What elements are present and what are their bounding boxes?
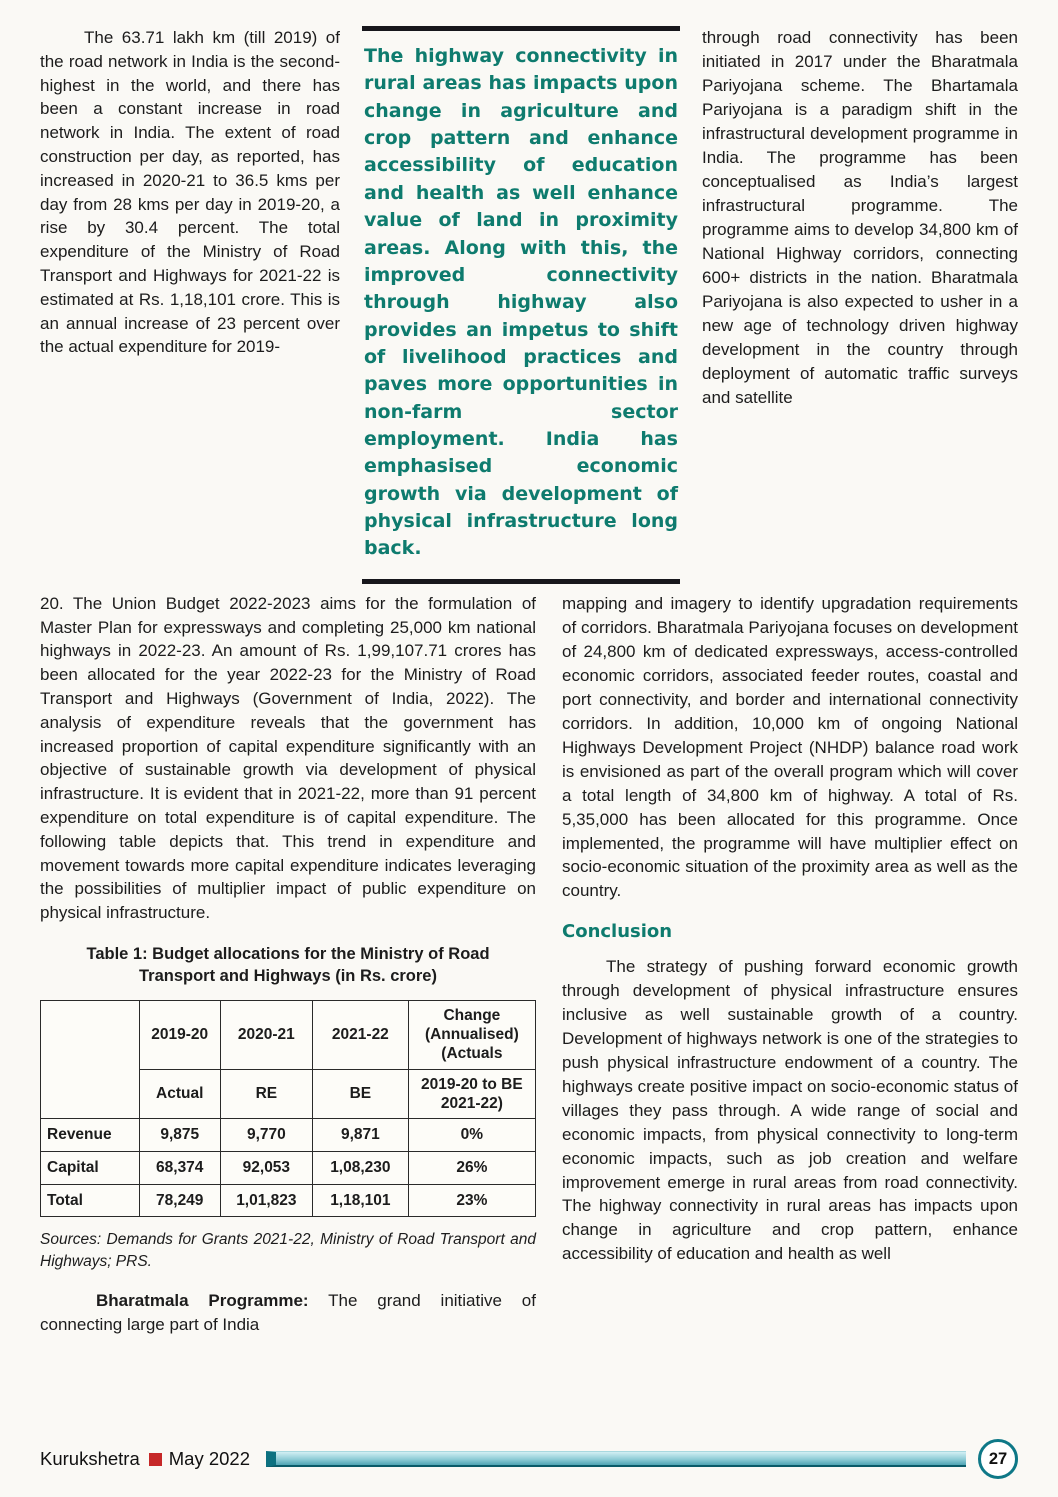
page-footer (40, 1427, 1018, 1479)
table-col-header: 2021-22 (312, 1000, 408, 1069)
pull-quote: The highway connectivity in rural areas has impacts upon change in agriculture and crop pattern and enhance accessibility of education and health as well enhance value of land in proximity areas. Along with this, the improved connectivity through highway also provides an impetus to shift of livelihood practices and paves more opportunities in non-farm sector employment. India has emphasised economic growth via development of physical infrastructure long back. (362, 26, 680, 584)
bharatmala-paragraph (40, 1289, 536, 1337)
left-column-main (40, 592, 536, 1337)
conclusion-paragraph: The strategy of pushing forward economic growth through development of physical infrastructure ensures inclusive as well sustainable growth of a country. Development of highways network is one of the strategies to push physical infrastructure endowment of a country. The highways create positive impact on socio-economic status of villages they pass through. A wide range of social and economic impacts, from physical connectivity to long-term economic impacts, such as job creation and welfare improvement emerge in rural areas from road connectivity. The highway connectivity in rural areas has impacts upon change in agriculture and crop pattern, enhance accessibility of education and health as well (562, 956, 1018, 1264)
row-label: Revenue (41, 1119, 140, 1152)
issue-date: May 2022 (168, 1448, 250, 1469)
left-paragraph-part1: The 63.71 lakh km (till 2019) of the road network in India is the second-highest in the world, and there has been a constant increase in road network in India. The extent of road construction per day, as reported, has increased in 2020-21 to 36.5 kms per day from 28 kms per day in 2019-20, a rise by 30.4 percent. The total expenditure of the Ministry of Road Transport and Highways for 2021-22 is estimated at Rs. 1,18,101 crore. This is an annual increase of 23 percent over the actual expenditure for 2019- (40, 28, 340, 357)
page-number-badge (978, 1439, 1018, 1479)
cell-value: 1,01,823 (220, 1184, 312, 1217)
right-paragraph-part2: mapping and imagery to identify upgradation requirements of corridors. Bharatmala Pariyojana focuses on development of 24,800 km of dedicated expressways, access-controlled economic corridors, associated feeder routes, coastal and port connectivity, and border and international connectivity corridors. In addition, 10,000 km of ongoing National Highways Development Project (NHDP) balance road work is envisioned as part of the overall program which will cover a total length of 34,800 km of highway. A total of Rs. 5,35,000 has been allocated for this programme. Once implemented, the programme will have multiplier effect on socio-economic situation of the proximity area as well as the country. (562, 593, 1018, 901)
table-subheader: RE (220, 1069, 312, 1119)
table-sources: Sources: Demands for Grants 2021-22, Ministry of Road Transport and Highways; PRS. (40, 1231, 536, 1271)
table-corner-cell (41, 1000, 140, 1119)
cell-value: 9,871 (312, 1119, 408, 1152)
main-section (40, 592, 1018, 1337)
footer-decorative-bar (266, 1451, 966, 1467)
table-col-header: Change (Annualised) (Actuals (408, 1000, 535, 1069)
table-subheader: 2019-20 to BE 2021-22) (408, 1069, 535, 1119)
cell-value: 26% (408, 1152, 535, 1185)
left-paragraph-part2: 20. The Union Budget 2022-2023 aims for the formulation of Master Plan for expressways and completing 25,000 km national highways in 2022-23. An amount of Rs. 1,99,107.71 crores has been allocated for the year 2022-23 for the Ministry of Road Transport and Highways (Government of India, 2022). The analysis of expenditure reveals that the government has increased proportion of capital expenditure significantly with an objective of sustainable growth via development of physical infrastructure. It is evident that in 2021-22, more than 91 percent expenditure on total expenditure is of capital expenditure. The following table depicts that. This trend in expenditure and movement towards more capital expenditure indicates leveraging the possibilities of multiplier impact of public expenditure on physical infrastructure. (40, 593, 536, 923)
table-col-header: 2019-20 (139, 1000, 220, 1069)
cell-value: 1,08,230 (312, 1152, 408, 1185)
cell-value: 78,249 (139, 1184, 220, 1217)
table-col-header: 2020-21 (220, 1000, 312, 1069)
journal-name: Kurukshetra (40, 1448, 140, 1469)
right-paragraph-part1: through road connectivity has been initiated in 2017 under the Bharatmala Pariyojana scheme. The Bhartamala Pariyojana is a paradigm shift in the infrastructural development programme in India. The programme has been conceptualised as India’s largest infrastructural programme. The programme aims to develop 34,800 km of National Highway corridors, connecting 600+ districts in the nation. Bharatmala Pariyojana is also expected to usher in a new age of technology driven highway development in the country through deployment of automatic traffic surveys and satellite (702, 28, 1018, 407)
table-row (41, 1152, 536, 1185)
table-row (41, 1119, 536, 1152)
top-section (40, 26, 1018, 584)
budget-table (40, 1000, 536, 1218)
pull-quote-column (362, 26, 680, 584)
table-row (41, 1184, 536, 1217)
row-label: Total (41, 1184, 140, 1217)
cell-value: 9,770 (220, 1119, 312, 1152)
bharatmala-text: The grand initiative of connecting large part of India (40, 1290, 536, 1334)
cell-value: 1,18,101 (312, 1184, 408, 1217)
table-subheader: Actual (139, 1069, 220, 1119)
table-subheader: BE (312, 1069, 408, 1119)
conclusion-heading: Conclusion (562, 921, 673, 943)
cell-value: 68,374 (139, 1152, 220, 1185)
cell-value: 0% (408, 1119, 535, 1152)
cell-value: 9,875 (139, 1119, 220, 1152)
left-column-top (40, 26, 340, 359)
right-column-main (562, 592, 1018, 1337)
table-title: Table 1: Budget allocations for the Ministry of Road Transport and Highways (in Rs. crore) (86, 944, 490, 986)
row-label: Capital (41, 1152, 140, 1185)
table-header-row-1 (41, 1000, 536, 1069)
cell-value: 23% (408, 1184, 535, 1217)
red-square-icon (149, 1453, 162, 1466)
right-column-top (702, 26, 1018, 410)
page-number: 27 (988, 1449, 1008, 1468)
cell-value: 92,053 (220, 1152, 312, 1185)
bharatmala-lead: Bharatmala Programme: (96, 1290, 309, 1310)
